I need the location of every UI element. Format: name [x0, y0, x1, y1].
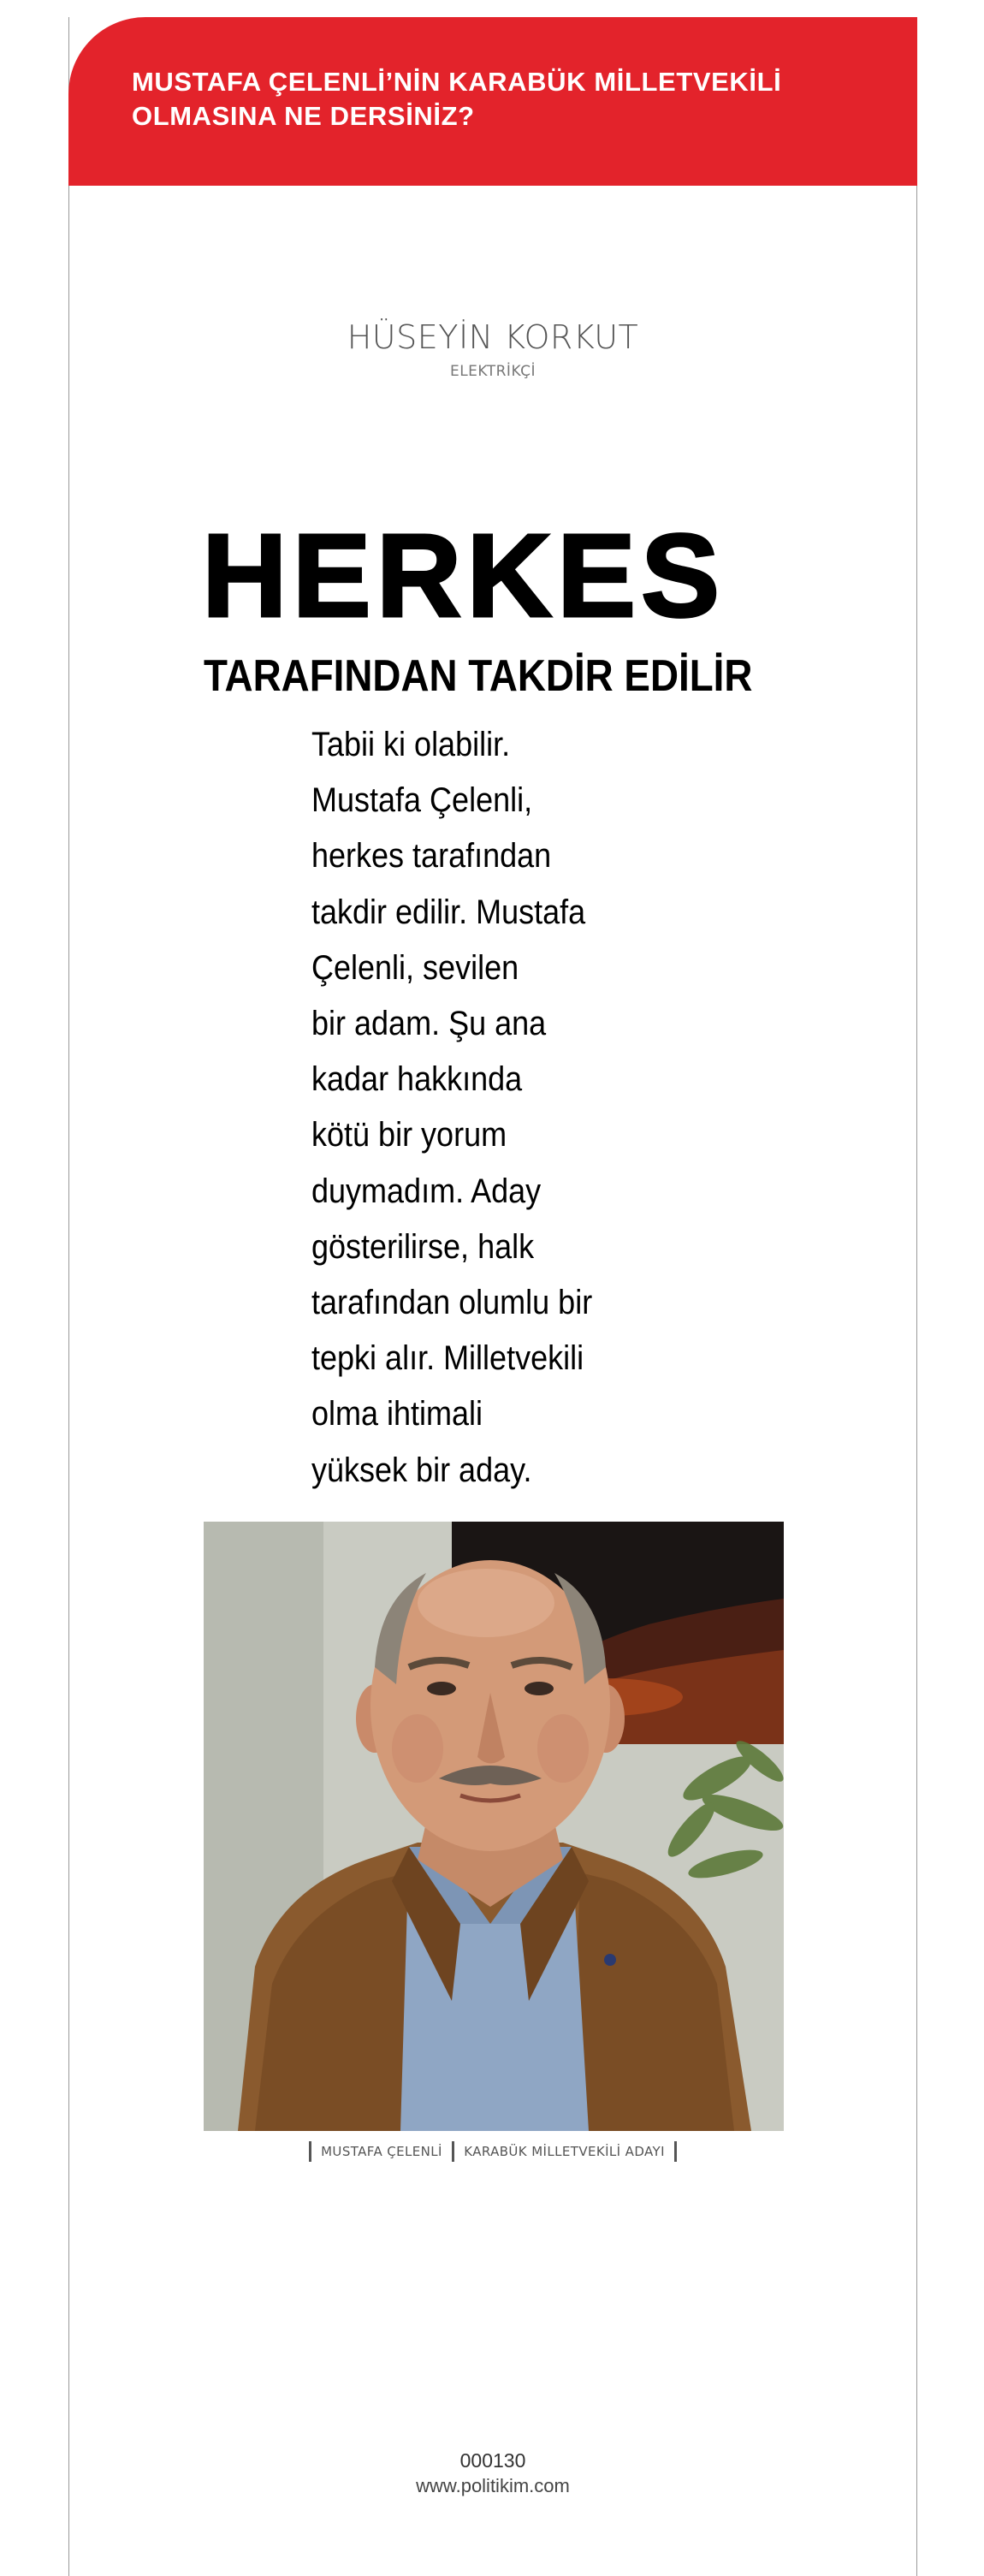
article-headline: HERKES — [202, 510, 726, 642]
banner-question-line-2: OLMASINA NE DERSİNİZ? — [132, 101, 475, 131]
body-line: kötü bir yorum — [311, 1116, 507, 1154]
author-name: HÜSEYİN KORKUT — [347, 318, 639, 356]
body-line: gösterilirse, halk — [311, 1227, 535, 1266]
banner-question-line-1: MUSTAFA ÇELENLİ’NİN KARABÜK MİLLETVEKİLİ — [132, 67, 782, 97]
body-line: Çelenli, sevilen — [311, 948, 519, 987]
article-body — [311, 717, 635, 1499]
body-line: olma ihtimali — [311, 1395, 483, 1433]
body-line: tarafından olumlu bir — [311, 1284, 593, 1322]
caption-divider — [452, 2141, 454, 2162]
footer-website: www.politikim.com — [416, 2475, 570, 2496]
body-line: Tabii ki olabilir. — [311, 726, 511, 763]
caption-divider — [674, 2141, 677, 2162]
caption-title: KARABÜK MİLLETVEKİLİ ADAYI — [464, 2144, 665, 2159]
body-line: herkes tarafından — [311, 837, 552, 875]
body-line: Mustafa Çelenli, — [311, 781, 533, 820]
caption-name: MUSTAFA ÇELENLİ — [321, 2144, 442, 2159]
article-subheadline: TARAFINDAN TAKDİR EDİLİR — [204, 651, 753, 701]
body-line: kadar hakkında — [311, 1060, 523, 1099]
author-role: ELEKTRİKÇİ — [449, 363, 536, 380]
banner-question — [132, 65, 885, 134]
photo-caption — [68, 2141, 917, 2162]
footer-code: 000130 — [459, 2449, 526, 2472]
body-line: duymadım. Aday — [311, 1172, 542, 1210]
body-line: yüksek bir aday. — [311, 1451, 532, 1489]
portrait-photo — [204, 1522, 784, 2131]
author-block — [68, 318, 917, 380]
portrait-illustration — [204, 1522, 784, 2131]
page-footer — [68, 2448, 917, 2499]
body-line: takdir edilir. Mustafa — [311, 893, 586, 931]
caption-divider — [309, 2141, 311, 2162]
body-line: tepki alır. Milletvekili — [311, 1339, 584, 1378]
body-line: bir adam. Şu ana — [311, 1005, 547, 1043]
question-banner — [68, 17, 917, 186]
